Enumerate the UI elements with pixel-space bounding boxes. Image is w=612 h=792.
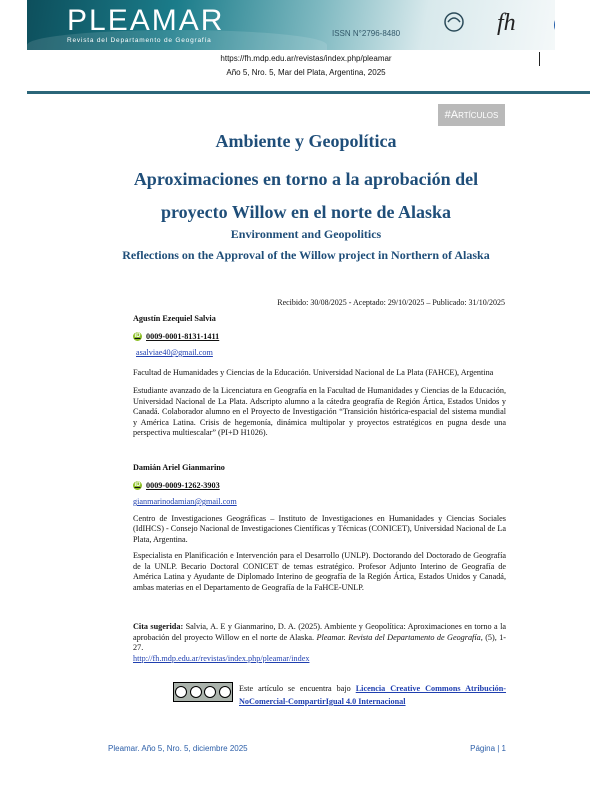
email-link[interactable] xyxy=(133,348,506,359)
affiliation: Facultad de Humanidades y Ciencias de la Educación. Universidad Nacional de La Plata (FAHCE), Argentina xyxy=(133,367,494,377)
email-link[interactable] xyxy=(133,497,506,508)
journal-banner xyxy=(27,0,555,50)
page-number: Página | 1 xyxy=(470,744,506,753)
footer-issue: Pleamar. Año 5, Nro. 5, diciembre 2025 xyxy=(108,744,248,753)
title-en-subtitle: Reflections on the Approval of the Willow project in Northern of Alaska xyxy=(122,248,490,262)
title-es-subtitle: Aproximaciones en torno a la aprobación del proyecto Willow en el norte de Alaska xyxy=(133,169,479,222)
journal-subtitle: Revista del Departamento de Geografía xyxy=(67,37,212,44)
author-2-block xyxy=(133,463,506,593)
email[interactable]: gianmarinodamian@gmail.com xyxy=(133,497,237,506)
issn: ISSN N°2796-8480 xyxy=(332,29,401,38)
orcid-id[interactable]: 0009-0009-1262-3903 xyxy=(146,480,220,490)
university-logo-icon xyxy=(443,10,465,34)
suggested-citation xyxy=(133,622,506,664)
citation-label: Cita sugerida: xyxy=(133,622,184,631)
author-bio: Especialista en Planificación e Intervención para el Desarrollo (UNLP). Doctorando del Doctorado de Geografía de la UNLP. Becario Doctoral CONICET de temas estratégico. Profesor Adjunto Interino de Geografía de América Latina y Ayudante de Diplomado Interino de geografía de la Región Ártica, Estados Unidos y Canadá, ambas materias en el Departamento de Geografía de la FaHCE-UNLP. xyxy=(133,551,506,592)
orcid-link[interactable] xyxy=(133,481,506,492)
citation-journal: Pleamar. Revista del Departamento de Geografía, xyxy=(316,632,483,642)
citation-url[interactable]: http://fh.mdp.edu.ar/revistas/index.php/pleamar/index xyxy=(133,653,310,663)
faculty-logo-icon: fh xyxy=(497,10,516,36)
license-text: Este artículo se encuentra bajo xyxy=(239,684,351,693)
issue-info: Año 5, Nro. 5, Mar del Plata, Argentina, 2025 xyxy=(226,68,386,77)
department-logo-icon xyxy=(553,12,555,38)
email[interactable]: asalviae40@gmail.com xyxy=(136,348,213,357)
title-es-main: Ambiente y Geopolítica xyxy=(215,131,397,151)
cc-license-icon[interactable] xyxy=(173,682,233,702)
affiliation: Centro de Investigaciones Geográficas – Instituto de Investigaciones en Humanidades y Ciencias Sociales (IdIHCS) - Consejo Nacional de Investigaciones Científicas y Técnicas (CONICET), Universidad Nacional de La Plata, Argentina. xyxy=(133,513,506,544)
license-notice xyxy=(173,682,506,708)
journal-logo-text: PLEAMAR xyxy=(67,4,225,37)
citation-volume: (5), 1-27. xyxy=(133,632,507,652)
author-1-block xyxy=(133,314,506,439)
section-tag: #Artículos xyxy=(438,104,505,126)
orcid-icon: iD xyxy=(134,482,141,489)
citation-text: Salvia, A. E y Gianmarino, D. A. (2025). Ambiente y Geopolítica: Aproximaciones en torno a la aprobación del proyecto Willow en el norte de Alaska. xyxy=(133,622,506,642)
orcid-id[interactable]: 0009-0001-8131-1411 xyxy=(146,331,220,341)
journal-url[interactable]: https://fh.mdp.edu.ar/revistas/index.php/pleamar xyxy=(220,54,392,63)
author-name: Agustín Ezequiel Salvia xyxy=(133,314,216,323)
author-name: Damián Ariel Gianmarino xyxy=(133,463,225,472)
title-en-main: Environment and Geopolitics xyxy=(230,227,382,241)
orcid-icon: iD xyxy=(134,333,141,340)
license-link[interactable]: Licencia Creative Commons Atribución-NoComercial-CompartirIgual 4.0 Internacional xyxy=(239,684,507,706)
orcid-link[interactable] xyxy=(133,332,506,343)
publication-dates: Recibido: 30/08/2025 - Aceptado: 29/10/2025 – Publicado: 31/10/2025 xyxy=(277,298,505,307)
text-cursor xyxy=(539,52,540,66)
header-rule xyxy=(27,91,590,94)
author-bio: Estudiante avanzado de la Licenciatura en Geografía en la Facultad de Humanidades y Ciencias de la Educación, Universidad Nacional de La Plata. Adscripto alumno a la cátedra geografía de Región Ártica, Estados Unidos y Canadá. Colaborador alumno en el Proyecto de Investigación “Transición histórica-espacial del sistema mundial y América Latina. Crisis de hegemonía, dinámica multipolar y proyectos estratégicos en pugna desde una perspectiva multiescalar” (PI+D H1026). xyxy=(133,386,506,437)
